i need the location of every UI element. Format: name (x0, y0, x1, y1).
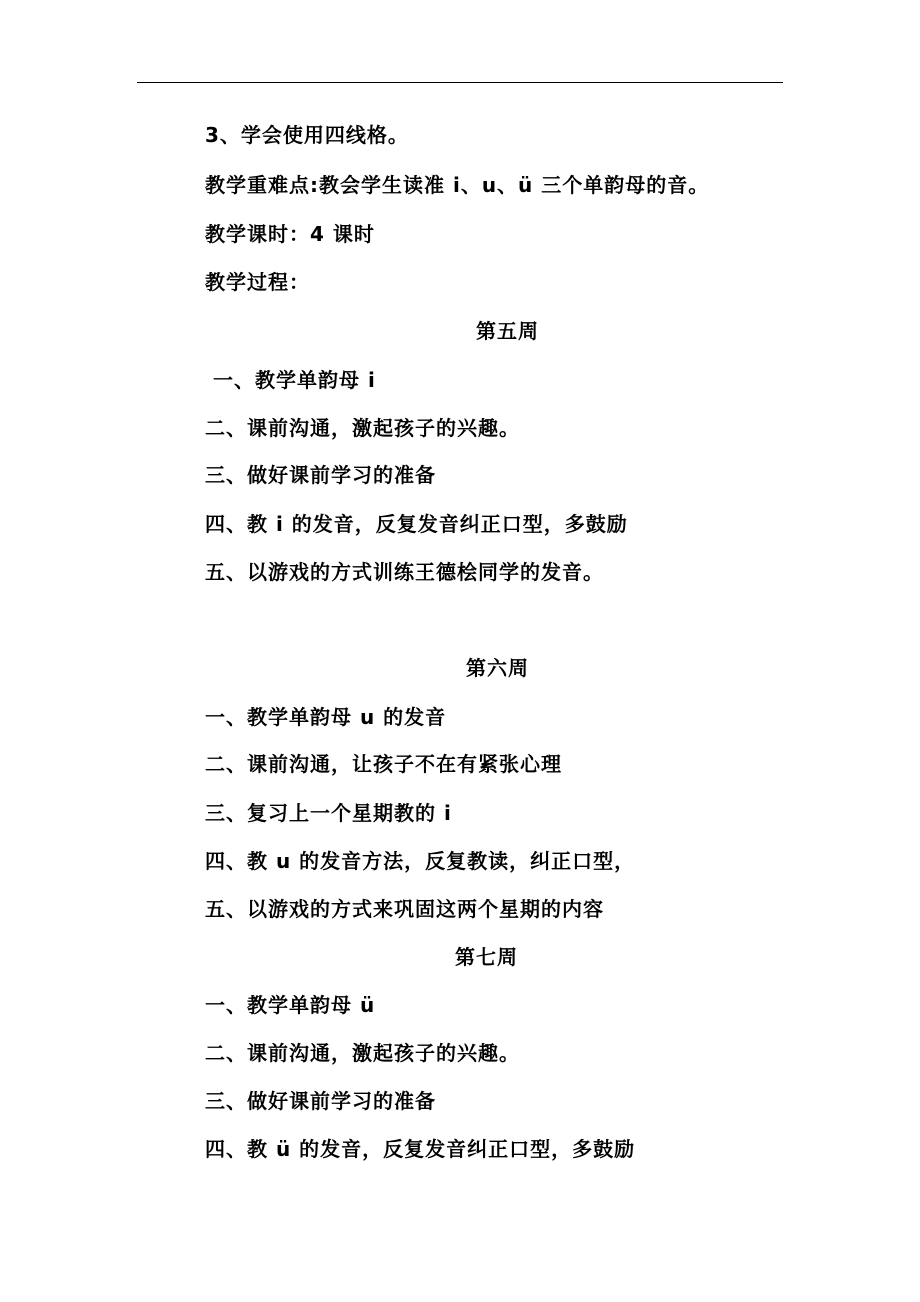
objective-line: 3、学会使用四线格。 (205, 123, 409, 147)
week-5-item-2: 二、课前沟通，激起孩子的兴趣。 (205, 416, 520, 440)
week-5-item-4: 四、教 i 的发音，反复发音纠正口型，多鼓励 (205, 512, 628, 536)
week-6-item-3: 三、复习上一个星期教的 i (205, 801, 452, 825)
week-6-item-1: 一、教学单韵母 u 的发音 (205, 705, 447, 729)
week-6-item-4: 四、教 u 的发音方法，反复教读，纠正口型， (205, 849, 636, 873)
week-7-heading: 第七周 (455, 945, 518, 969)
week-7-item-2: 二、课前沟通，激起孩子的兴趣。 (205, 1041, 520, 1065)
week-5-item-3: 三、做好课前学习的准备 (205, 463, 436, 487)
process-heading: 教学过程： (205, 270, 310, 294)
week-5-item-1: 一、教学单韵母 i (213, 368, 376, 392)
week-6-item-2: 二、课前沟通，让孩子不在有紧张心理 (205, 752, 562, 776)
week-6-heading: 第六周 (466, 656, 529, 680)
week-7-item-4: 四、教 ü 的发音，反复发音纠正口型，多鼓励 (205, 1137, 636, 1161)
class-hours-line: 教学课时：4 课时 (205, 222, 375, 246)
week-5-heading: 第五周 (476, 319, 539, 343)
week-7-item-3: 三、做好课前学习的准备 (205, 1089, 436, 1113)
week-5-item-5: 五、以游戏的方式训练王德桧同学的发音。 (205, 560, 604, 584)
header-rule (137, 82, 783, 83)
week-6-item-5: 五、以游戏的方式来巩固这两个星期的内容 (205, 897, 604, 921)
week-7-item-1: 一、教学单韵母 ü (205, 993, 376, 1017)
key-difficulty-line: 教学重难点:教会学生读准 i、u、ü 三个单韵母的音。 (205, 173, 710, 197)
